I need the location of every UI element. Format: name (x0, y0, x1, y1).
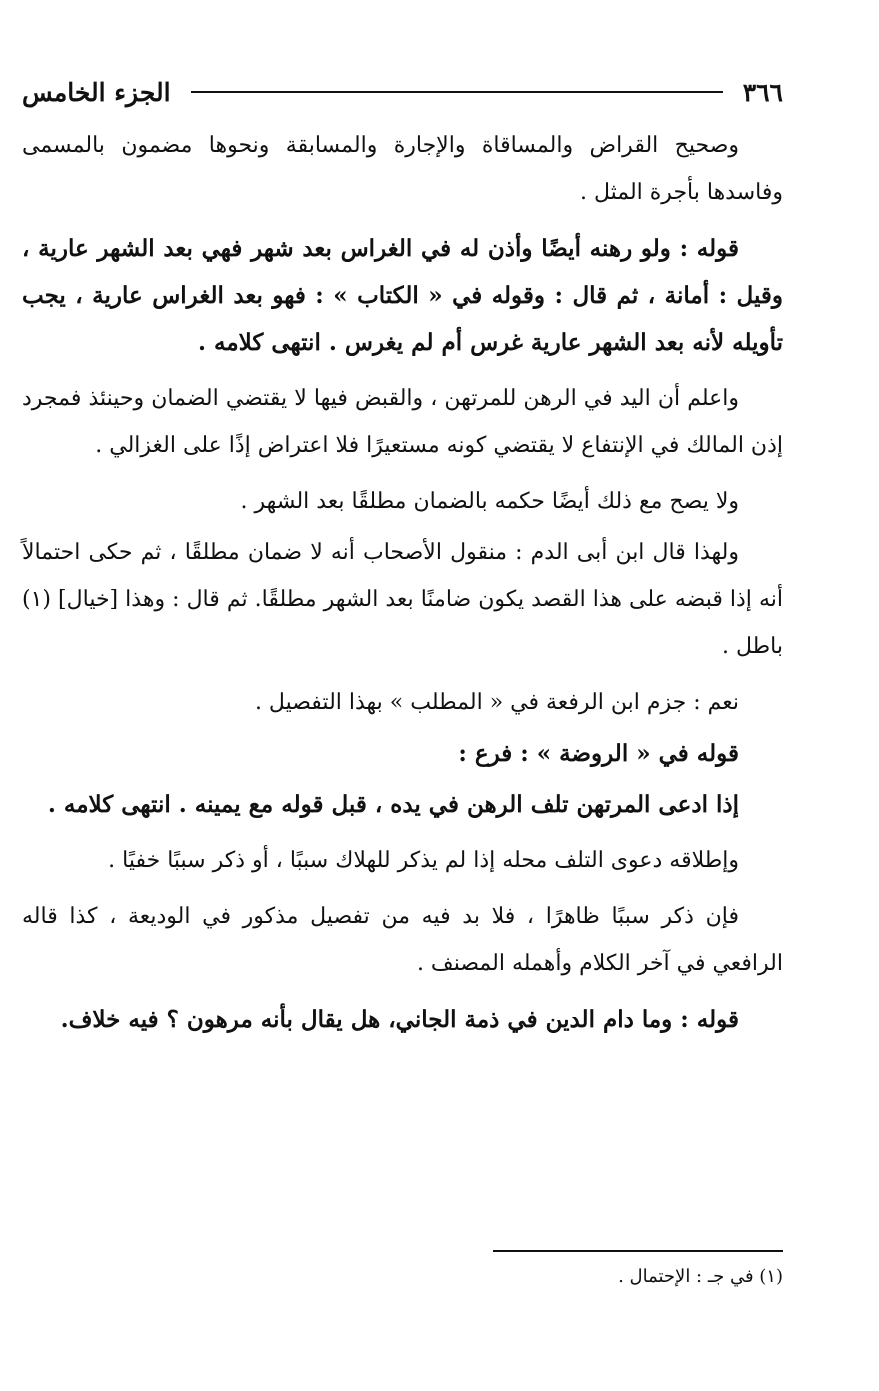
quoted-statement: قوله : ولو رهنه أيضًا وأذن له في الغراس بعد شهر فهي بعد الشهر عارية ، وقيل : أمانة ، ثم قال : وقوله في « الكتاب » : فهو بعد الغراس عارية ، يجب تأويله لأنه بعد الشهر عارية غرس أم لم يغرس . انتهى كلامه . (22, 235, 783, 356)
footnote-divider (493, 1250, 783, 1252)
quoted-statement: قوله في « الروضة » : فرع : (458, 740, 739, 767)
paragraph: ولهذا قال ابن أبى الدم : منقول الأصحاب أنه لا ضمان مطلقًا ، ثم حكى احتمالاً أنه إذا قبضه على هذا القصد يكون ضامنًا بعد الشهر مطلقًا. ثم قال : وهذا [خيال] (١) باطل . (22, 540, 783, 659)
paragraph: وإطلاقه دعوى التلف محله إذا لم يذكر للهلاك سببًا ، أو ذكر سببًا خفيًا . (108, 848, 739, 873)
page-number: ٣٦٦ (742, 77, 783, 107)
main-text (22, 122, 783, 1052)
quoted-statement: إذا ادعى المرتهن تلف الرهن في يده ، قبل قوله مع يمينه . انتهى كلامه . (47, 791, 739, 818)
running-header (22, 72, 783, 112)
paragraph: وصحيح القراض والمساقاة والإجارة والمسابقة ونحوها مضمون بالمسمى وفاسدها بأجرة المثل . (22, 133, 783, 205)
footnote: (١) في جـ : الإحتمال . (618, 1266, 783, 1287)
quoted-statement: قوله : وما دام الدين في ذمة الجاني، هل يقال بأنه مرهون ؟ فيه خلاف. (60, 1006, 739, 1033)
paragraph: فإن ذكر سببًا ظاهرًا ، فلا بد فيه من تفصيل مذكور في الوديعة ، كذا قاله الرافعي في آخر الكلام وأهمله المصنف . (22, 904, 783, 976)
part-title: الجزء الخامس (22, 77, 171, 107)
header-rule (191, 91, 723, 93)
paragraph: واعلم أن اليد في الرهن للمرتهن ، والقبض فيها لا يقتضي الضمان وحينئذ فمجرد إذن المالك في الإنتفاع لا يقتضي كونه مستعيرًا فلا اعتراض إذًا على الغزالي . (22, 386, 783, 458)
paragraph: ولا يصح مع ذلك أيضًا حكمه بالضمان مطلقًا بعد الشهر . (240, 489, 739, 514)
paragraph: نعم : جزم ابن الرفعة في « المطلب » بهذا التفصيل . (254, 690, 739, 715)
